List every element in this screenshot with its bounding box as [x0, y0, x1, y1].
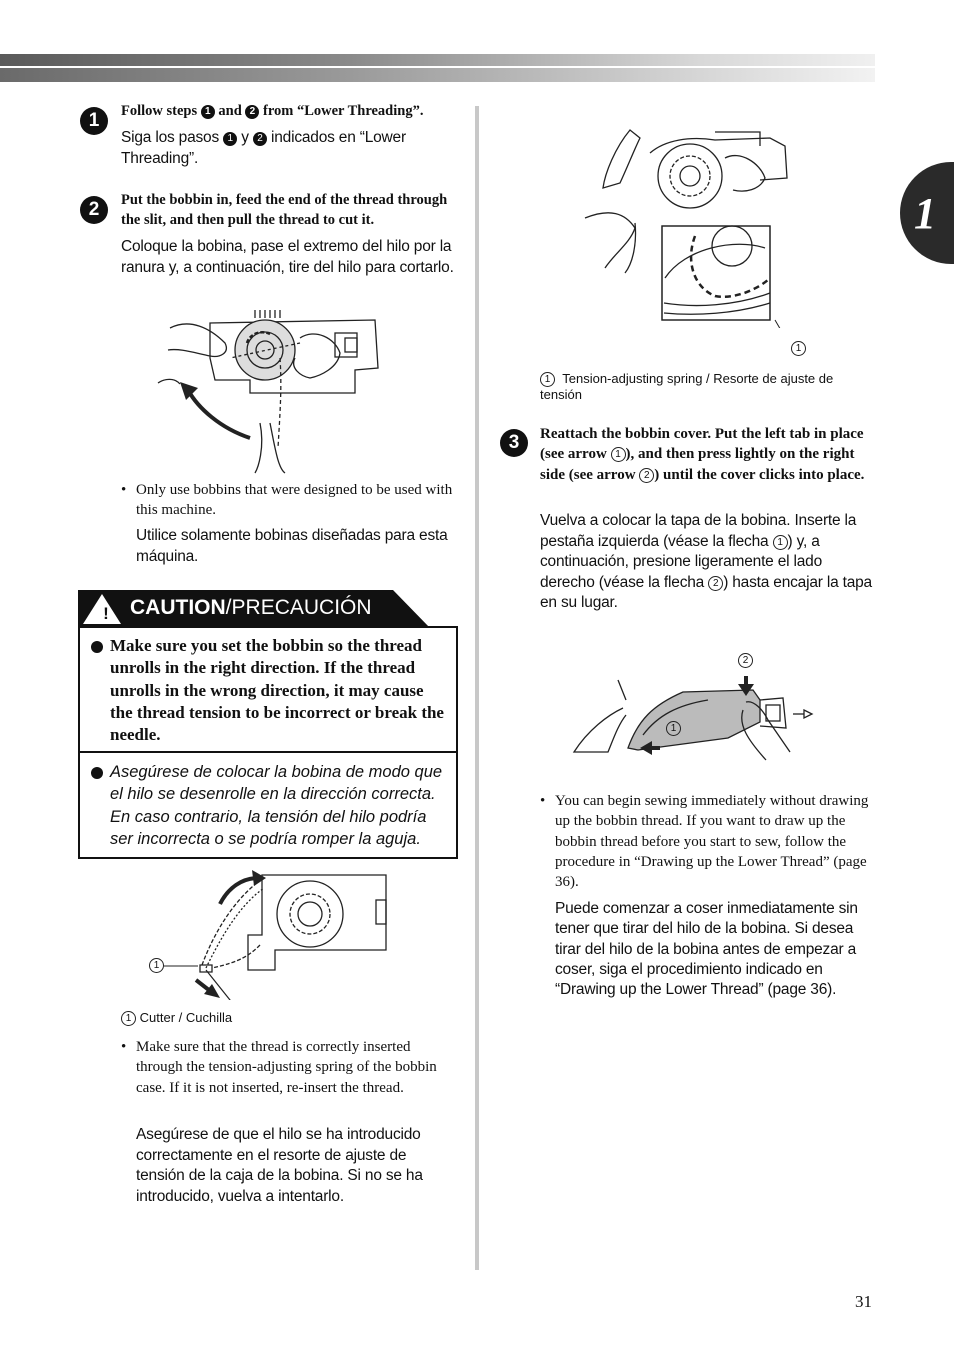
step-number-1: 1 — [80, 107, 108, 135]
step3-en-text-b: ), and then press lightly on the right side (see arrow — [540, 446, 855, 483]
arrow-ref-1: 1 — [773, 535, 788, 550]
cutter-illustration — [140, 870, 395, 1000]
caption-number: 1 — [540, 372, 555, 387]
note3-english: You can begin sewing immediately without drawing up the bobbin thread. If you want to draw up the bobbin thread before you start to sew, follow the procedure in “Drawing up the Lower Thread” (page 36). — [555, 793, 869, 891]
step1-es-text-a: Siga los pasos — [121, 129, 224, 146]
step2-spanish: Coloque la bobina, pase el extremo del hilo por la ranura y, a continuación, tire del hilo para cortarlo. — [121, 238, 454, 276]
step1-english — [121, 101, 466, 121]
step3-es-text-a: Vuelva a colocar la tapa de la bobina. Inserte la pestaña izquierda (véase la flecha — [540, 512, 857, 550]
note1-english: Only use bobbins that were designed to be used with this machine. — [136, 482, 453, 518]
bobbin-cover-illustration — [568, 670, 818, 770]
note3-item — [540, 791, 875, 892]
note2-spanish: Asegúrese de que el hilo se ha introducido correctamente en el resorte de ajuste de tensión de la caja de la bobina. Si no se ha introducido, vuelva a intentarlo. — [136, 1126, 423, 1205]
caution-title — [130, 594, 372, 622]
chapter-number: 1 — [914, 189, 936, 238]
tension-spring-illustration — [565, 118, 815, 328]
note2-item — [121, 1037, 456, 1098]
spring-caption — [540, 371, 860, 403]
step-ref-1-icon: 1 — [223, 132, 237, 146]
caution-bullet-1 — [91, 641, 103, 653]
step3-en-text-c: ) until the cover clicks into place. — [654, 466, 865, 483]
callout-1: 1 — [791, 341, 806, 356]
page-number: 31 — [855, 1292, 872, 1311]
caution-bullet-2 — [91, 767, 103, 779]
caution-spanish: Asegúrese de colocar la bobina de modo que el hilo se desenrolle en la dirección correcta. En caso contrario, la tensión del hilo podría ser incorrecta o se podría romper la aguja. — [110, 763, 443, 848]
step-number-3: 3 — [500, 429, 528, 457]
note2-english: Make sure that the thread is correctly inserted through the tension-adjusting spring of the bobbin case. If it is not inserted, re-insert the thread. — [136, 1039, 437, 1096]
step3-es-text-c: ) hasta encajar la tapa en su lugar. — [540, 573, 872, 611]
bullet: • — [121, 482, 127, 498]
caption-spanish: Cuchilla — [185, 1010, 233, 1025]
step-ref-1-icon: 1 — [201, 105, 215, 119]
warning-icon: ! — [103, 604, 109, 623]
note1-spanish: Utilice solamente bobinas diseñadas para esta máquina. — [136, 527, 448, 565]
step1-en-text-b: and — [214, 103, 246, 119]
step1-es-text-c: indicados en “Lower Threading”. — [121, 129, 406, 167]
note1-item — [121, 480, 456, 520]
bobbin-insertion-illustration — [150, 298, 390, 478]
step3-es-text-b: ) y, a continuación, presione ligeramente el lado derecho (véase la flecha — [540, 532, 822, 591]
caution-title-en: CAUTION — [130, 596, 226, 619]
bullet: • — [121, 1039, 127, 1055]
step3-english — [540, 424, 875, 485]
step1-es-text-b: y — [237, 129, 253, 146]
step3-spanish — [540, 511, 878, 614]
arrow-ref-2: 2 — [639, 468, 654, 483]
callout-2: 2 — [738, 653, 753, 668]
header-bar-bottom — [0, 68, 875, 82]
arrow-ref-2: 2 — [708, 576, 723, 591]
note3-spanish: Puede comenzar a coser inmediatamente sin tener que tirar del hilo de la bobina. Si desea tirar del hilo de la bobina antes de empezar a coser, siga el procedimiento indicado en “Drawing up the Lower Thread” (page 36). — [555, 900, 858, 999]
step2-english: Put the bobbin in, feed the end of the thread through the slit, and then pull the thread to cut it. — [121, 192, 448, 228]
step-number-2: 2 — [80, 196, 108, 224]
caution-separator — [78, 751, 458, 753]
bullet: • — [540, 793, 546, 809]
callout-1: 1 — [149, 958, 164, 973]
step1-spanish — [121, 128, 461, 169]
caption-english: Cutter / — [139, 1010, 186, 1025]
caution-title-es: PRECAUCIÓN — [231, 596, 372, 619]
caution-english: Make sure you set the bobbin so the thread unrolls in the right direction. If the thread unrolls in the wrong direction, it may cause the thread tension to be incorrect or break the needle. — [110, 636, 444, 745]
step1-en-text-c: from “Lower Threading”. — [259, 103, 424, 119]
caption-english: Tension-adjusting spring / — [562, 371, 714, 386]
step-ref-2-icon: 2 — [245, 105, 259, 119]
callout-1: 1 — [666, 721, 681, 736]
arrow-ref-1: 1 — [611, 447, 626, 462]
step1-en-text-a: Follow steps — [121, 103, 201, 119]
column-divider — [475, 106, 479, 1270]
step-ref-2-icon: 2 — [253, 132, 267, 146]
caution-title-sep: / — [225, 596, 232, 619]
caption-spanish: Resorte de ajuste de tensión — [540, 371, 834, 402]
header-bar-top — [0, 54, 875, 66]
cutter-caption — [121, 1010, 232, 1026]
caption-number: 1 — [121, 1011, 136, 1026]
step3-en-text-a: Reattach the bobbin cover. Put the left tab in place (see arrow — [540, 426, 864, 463]
